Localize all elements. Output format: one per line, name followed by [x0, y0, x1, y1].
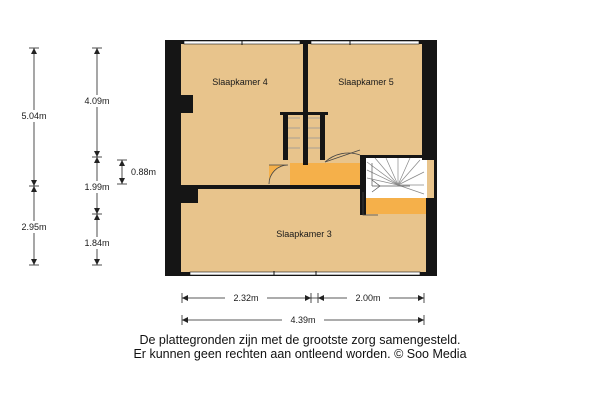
room-label-slaapkamer-3: Slaapkamer 3 [276, 229, 332, 239]
dim-bottom-total: 4.39m [290, 315, 316, 325]
disclaimer-line-1: De plattegronden zijn met de grootste zorg samengesteld. [139, 333, 461, 347]
landing-area [365, 198, 427, 214]
dim-bottom-left: 2.32m [233, 293, 259, 303]
disclaimer-line-2: Er kunnen geen rechten aan ontleend worden. © Soo Media [133, 347, 467, 361]
room-label-slaapkamer-5: Slaapkamer 5 [338, 77, 394, 87]
room-label-slaapkamer-4: Slaapkamer 4 [212, 77, 268, 87]
dim-left-middle: 1.99m [84, 182, 110, 192]
dim-left-bottom-outer: 2.95m [21, 222, 47, 232]
dim-landing: 0.88m [131, 167, 157, 177]
dim-left-bottom-inner: 1.84m [84, 238, 110, 248]
corridor-landing [290, 163, 362, 185]
dim-left-top: 4.09m [84, 96, 110, 106]
dim-left-total: 5.04m [21, 111, 47, 121]
dim-bottom-right: 2.00m [355, 293, 381, 303]
